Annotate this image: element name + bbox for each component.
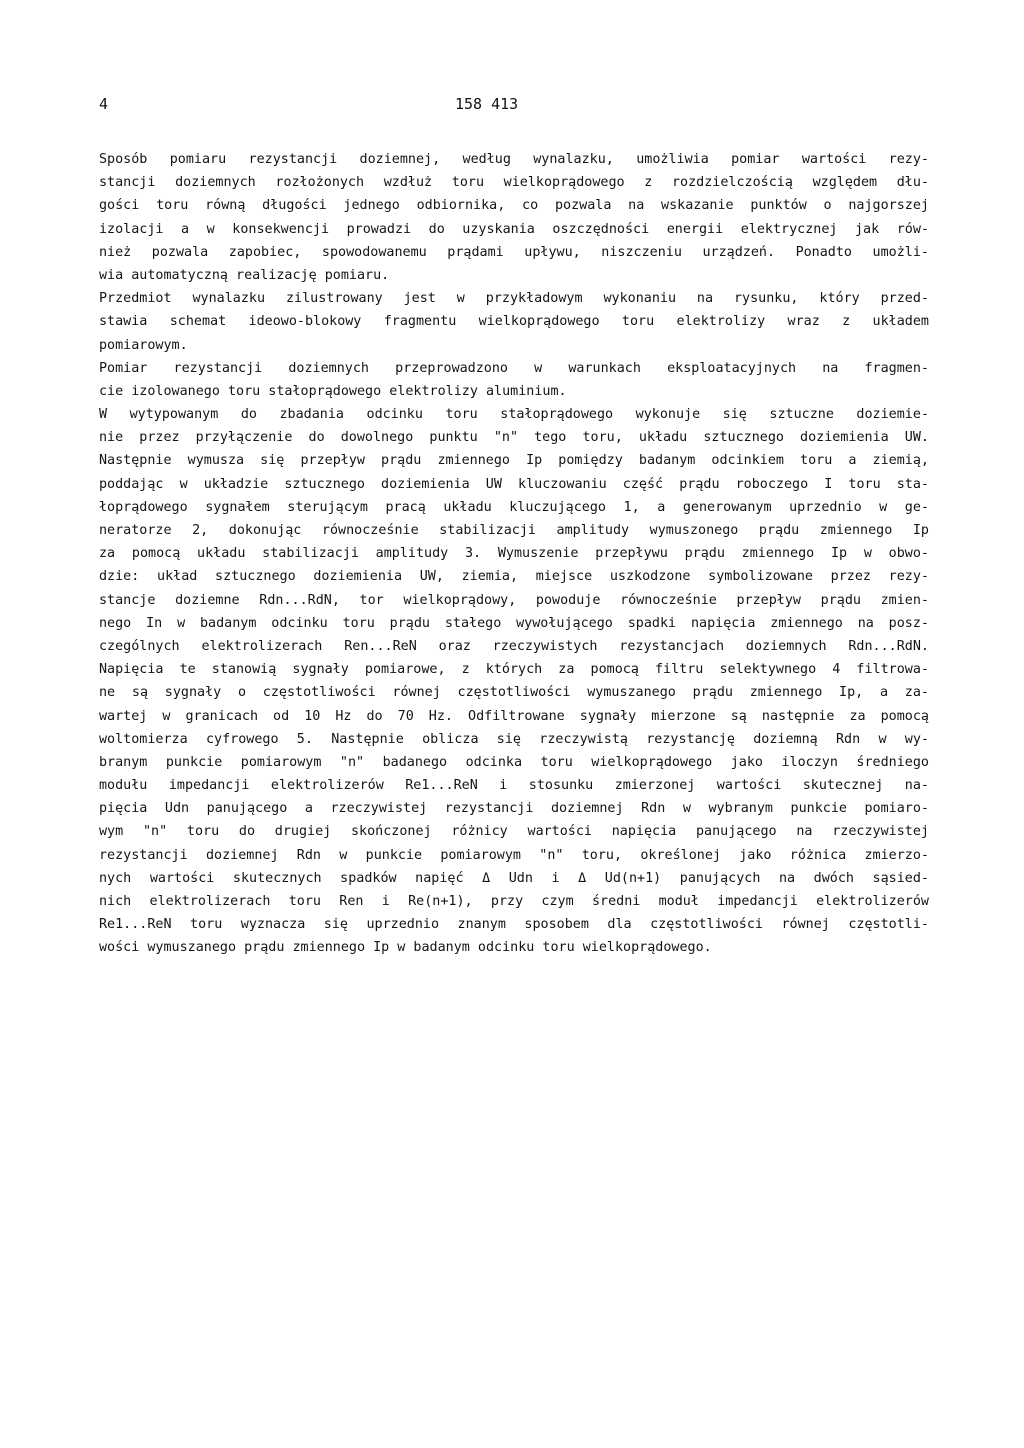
text-line: Pomiar rezystancji doziemnych przeprowadzono w warunkach eksploatacyjnych na fragmen- <box>99 360 929 376</box>
text-line: woltomierza cyfrowego 5. Następnie oblicza się rzeczywistą rezystancję doziemną Rdn w wy- <box>99 731 929 747</box>
text-line: rezystancji doziemnej Rdn w punkcie pomiarowym "n" toru, określonej jako różnica zmierzo- <box>99 847 929 863</box>
text-line: pomiarowym. <box>99 337 188 353</box>
text-line: łoprądowego sygnałem sterującym pracą układu kluczującego 1, a generowanym uprzednio w ge- <box>99 499 929 515</box>
text-line: nich elektrolizerach toru Ren i Re(n+1), przy czym średni moduł impedancji elektrolizerów <box>99 894 929 909</box>
text-line: wości wymuszanego prądu zmiennego Ip w badanym odcinku toru wielkoprądowego. <box>99 940 712 956</box>
text-line: wym "n" toru do drugiej skończonej różnicy wartości napięcia panującego na rzeczywistej <box>99 824 929 840</box>
text-line: dzie: układ sztucznego doziemienia UW, ziemia, miejsce uszkodzone symbolizowane przez rezy- <box>99 569 929 585</box>
text-line: Re1...ReN toru wyznacza się uprzednio znanym sposobem dla częstotliwości równej częstotli- <box>99 917 929 933</box>
text-line: stancji doziemnych rozłożonych wzdłuż toru wielkoprądowego z rozdzielczością względem dłu- <box>99 175 929 191</box>
text-line: wartej w granicach od 10 Hz do 70 Hz. Odfiltrowane sygnały mierzone są następnie za pomocą <box>99 708 929 724</box>
text-line: Sposób pomiaru rezystancji doziemnej, według wynalazku, umożliwia pomiar wartości rezy- <box>99 152 929 167</box>
text-line: nego In w badanym odcinku toru prądu stałego wywołującego spadki napięcia zmiennego na posz- <box>99 615 929 631</box>
patent-body-text <box>99 148 929 960</box>
text-line: nych wartości skutecznych spadków napięć Δ Udn i Δ Ud(n+1) panujących na dwóch sąsied- <box>99 870 929 886</box>
page-number: 4 <box>99 95 109 113</box>
text-line: wia automatyczną realizację pomiaru. <box>99 267 390 283</box>
text-line: neratorze 2, dokonując równocześnie stabilizacji amplitudy wymuszonego prądu zmiennego Ip <box>99 523 929 538</box>
text-line: za pomocą układu stabilizacji amplitudy 3. Wymuszenie przepływu prądu zmiennego Ip w obwo- <box>99 546 929 562</box>
text-line: nie przez przyłączenie do dowolnego punktu "n" tego toru, układu sztucznego doziemienia UW. <box>99 430 929 446</box>
text-line: poddając w układzie sztucznego doziemienia UW kluczowaniu część prądu roboczego I toru sta- <box>99 476 929 492</box>
text-line: nież pozwala zapobiec, spowodowanemu prądami upływu, niszczeniu urządzeń. Ponadto umożli- <box>99 244 929 260</box>
text-line: cie izolowanego toru stałoprądowego elektrolizy aluminium. <box>99 383 567 399</box>
text-line: modułu impedancji elektrolizerów Re1...ReN i stosunku zmierzonej wartości skutecznej na- <box>99 778 929 794</box>
text-line: czególnych elektrolizerach Ren...ReN oraz rzeczywistych rezystancjach doziemnych Rdn...RdN. <box>99 638 929 654</box>
patent-number: 158 413 <box>455 95 519 113</box>
text-line: Następnie wymusza się przepływ prądu zmiennego Ip pomiędzy badanym odcinkiem toru a ziemią, <box>99 453 929 469</box>
text-line: pięcia Udn panującego a rzeczywistej rezystancji doziemnej Rdn w wybranym punkcie pomiaro- <box>99 801 929 817</box>
text-line: stawia schemat ideowo-blokowy fragmentu wielkoprądowego toru elektrolizy wraz z układem <box>99 314 929 330</box>
text-line: Napięcia te stanowią sygnały pomiarowe, z których za pomocą filtru selektywnego 4 filtrowa- <box>99 662 929 678</box>
text-line: izolacji a w konsekwencji prowadzi do uzyskania oszczędności energii elektrycznej jak rów- <box>99 221 929 237</box>
text-line: stancje doziemne Rdn...RdN, tor wielkoprądowy, powoduje równocześnie przepływ prądu zmien- <box>99 592 929 608</box>
text-line: W wytypowanym do zbadania odcinku toru stałoprądowego wykonuje się sztuczne doziemie- <box>99 407 929 423</box>
text-line: gości toru równą długości jednego odbiornika, co pozwala na wskazanie punktów o najgorszej <box>99 198 929 214</box>
text-line: ne są sygnały o częstotliwości równej częstotliwości wymuszanego prądu zmiennego Ip, a za- <box>99 685 929 701</box>
text-line: branym punkcie pomiarowym "n" badanego odcinka toru wielkoprądowego jako iloczyn średniego <box>99 754 929 770</box>
text-line: Przedmiot wynalazku zilustrowany jest w przykładowym wykonaniu na rysunku, który przed- <box>99 291 929 307</box>
